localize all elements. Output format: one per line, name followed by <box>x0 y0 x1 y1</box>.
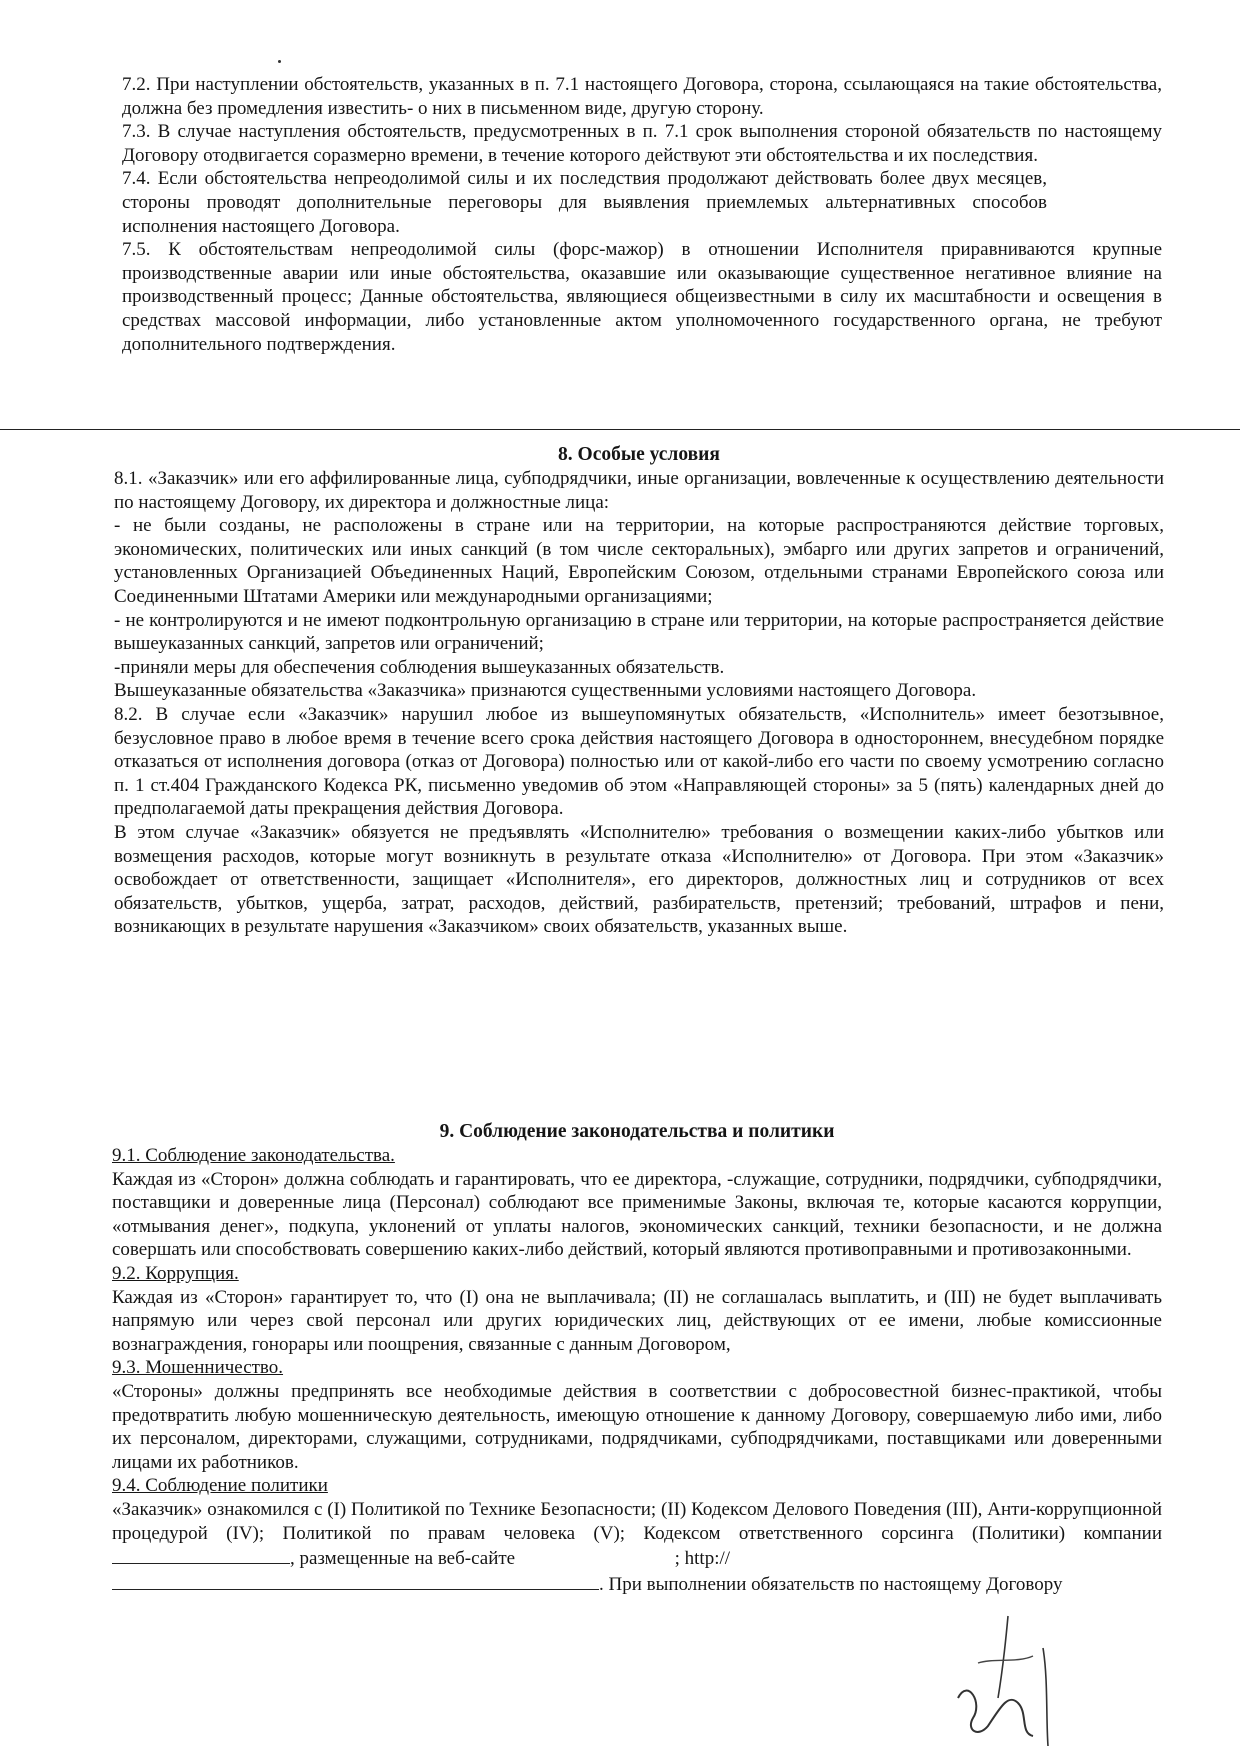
clause-8-1-bullet-1: - не были созданы, не расположены в стране или на территории, на которые распространяются действие торговых, экономических, политических или иных санкций (в том числе секторальных), эмбарго или других запретов и ограничений, установленных Организацией Объединенных Наций, Европейским Союзом, отдельными странами Европейского союза или Соединенными Штатами Америки или международными организациями; <box>114 515 1164 607</box>
section-8-title: 8. Особые условия <box>558 444 720 465</box>
clause-9-4-text-d: . При выполнении обязательств по настоящему Договору <box>599 1573 1063 1595</box>
scan-speck <box>278 60 281 63</box>
clause-9-1-heading: 9.1. Соблюдение законодательства. <box>112 1145 395 1166</box>
section-9-title: 9. Соблюдение законодательства и политики <box>439 1121 835 1142</box>
clause-8-1-bullet-2: - не контролируются и не имеют подконтрольную организацию в стране или территории, на которые распространяется действие вышеуказанных санкций, запретов или ограничений; <box>114 609 1164 655</box>
section-7 <box>122 73 1162 356</box>
clause-9-4 <box>112 1498 1162 1596</box>
clause-8-2-continued: В этом случае «Заказчик» обязуется не предъявлять «Исполнителю» требования о возмещении каких-либо убытков или возмещения расходов, которые могут возникнуть в результате отказа «Исполнителю» от Договора. При этом «Заказчик» освобождает от ответственности, защищает «Исполнителя», его директоров, должностных лиц и сотрудников от всех обязательств, убытков, ущерба, затрат, расходов, действий, разбирательств, претензий; требований, штрафов и пени, возникающих в результате нарушения «Заказчиком» своих обязательств, указанных выше. <box>114 821 1164 938</box>
page-break-line <box>0 429 1240 430</box>
clause-9-2-heading: 9.2. Коррупция. <box>112 1262 239 1284</box>
clause-8-1-bullet-3: -приняли меры для обеспечения соблюдения вышеуказанных обязательств. <box>114 656 725 678</box>
clause-9-1: Каждая из «Сторон» должна соблюдать и гарантировать, что ее директора, -служащие, сотрудники, подрядчики, субподрядчики, поставщики и доверенные лица (Персонал) соблюдают все применимые Законы, включая те, которые касаются коррупции, «отмывания денег», подкупа, уклонений от уплаты налогов, экономических санкций, техники безопасности, и не должна совершать или способствовать совершению каких-либо действий, который являются противоправными и противозаконными. <box>112 1168 1162 1261</box>
clause-9-3: «Стороны» должны предпринять все необходимые действия в соответствии с добросовестной бизнес-практикой, чтобы предотвратить любую мошенническую деятельность, имеющую отношение к данному Договору, совершаемую либо ими, либо их персоналом, директорами, служащими, сотрудниками, подрядчиками, субподрядчиками, поставщиками или доверенными лицами их работников. <box>112 1380 1162 1473</box>
clause-7-3: 7.3. В случае наступления обстоятельств, предусмотренных в п. 7.1 срок выполнения стороной обязательств по настоящему Договору отодвигается соразмерно времени, в течение которого действуют эти обстоятельства и их последствия. <box>122 121 1162 166</box>
clause-9-4-heading: 9.4. Соблюдение политики <box>112 1475 328 1497</box>
company-name-blank <box>112 1545 290 1564</box>
clause-7-4: 7.4. Если обстоятельства непреодолимой силы и их последствия продолжают действовать более двух месяцев, стороны проводят дополнительные переговоры для выявления приемлемых альтернативных способов исполнения настоящего Договора. <box>122 168 1047 237</box>
clause-7-2: 7.2. При наступлении обстоятельств, указанных в п. 7.1 настоящего Договора, сторона, ссылающаяся на такие обстоятельства, должна без промедления известить- о них в письменном виде, другую сторону. <box>122 74 1162 119</box>
clause-9-4-text-b: , размещенные на веб-сайте <box>290 1548 516 1570</box>
clause-9-4-url: ; http:// <box>674 1548 731 1570</box>
clause-9-2: Каждая из «Сторон» гарантирует то, что (I) она не выплачивала; (II) не соглашалась выплатить, и (III) не будет выплачивать напрямую или через свой персонал или других юридических лиц, действующих от ее имени, любые комиссионные вознаграждения, гонорары или поощрения, связанные с данным Договором, <box>112 1286 1162 1355</box>
section-9 <box>112 1120 1162 1596</box>
website-url-blank <box>112 1571 599 1590</box>
clause-7-5: 7.5. К обстоятельствам непреодолимой силы (форс-мажор) в отношении Исполнителя приравниваются крупные производственные аварии или иные обстоятельства, оказавшие или оказывающие существенное негативное влияние на производственный процесс; Данные обстоятельства, являющиеся общеизвестными в силу их масштабности и освещения в средствах массовой информации, либо установленные актом уполномоченного государственного органа, не требуют дополнительного подтверждения. <box>122 239 1162 355</box>
clause-8-1: 8.1. «Заказчик» или его аффилированные лица, субподрядчики, иные организации, вовлеченные к осуществлению деятельности по настоящему Договору, их директора и должностные лица: <box>114 468 1164 513</box>
section-8 <box>114 443 1164 939</box>
clause-8-1-summary: Вышеуказанные обязательства «Заказчика» признаются существенными условиями настоящего Договора. <box>114 680 977 702</box>
signature-mark <box>948 1608 1058 1748</box>
clause-9-3-heading: 9.3. Мошенничество. <box>112 1357 284 1379</box>
clause-9-4-text-a: «Заказчик» ознакомился с (I) Политикой по Технике Безопасности; (II) Кодексом Делового Поведения (III), Анти-коррупционной процедурой (IV); Политикой по правам человека (V); Кодексом ответственного сорсинга (Политики) компании <box>112 1498 1162 1544</box>
clause-8-2: 8.2. В случае если «Заказчик» нарушил любое из вышеупомянутых обязательств, «Исполнитель» имеет безотзывное, безусловное право в любое время в течение всего срока действия настоящего Договора в одностороннем, внесудебном порядке отказаться от исполнения договора (отказ от Договора) полностью или от какой-либо его части по своему усмотрению согласно п. 1 ст.404 Гражданского Кодекса РК, письменно уведомив об этом «Направляющей стороны» за 5 (пять) календарных дней до предполагаемой даты прекращения действия Договора. <box>114 703 1164 820</box>
